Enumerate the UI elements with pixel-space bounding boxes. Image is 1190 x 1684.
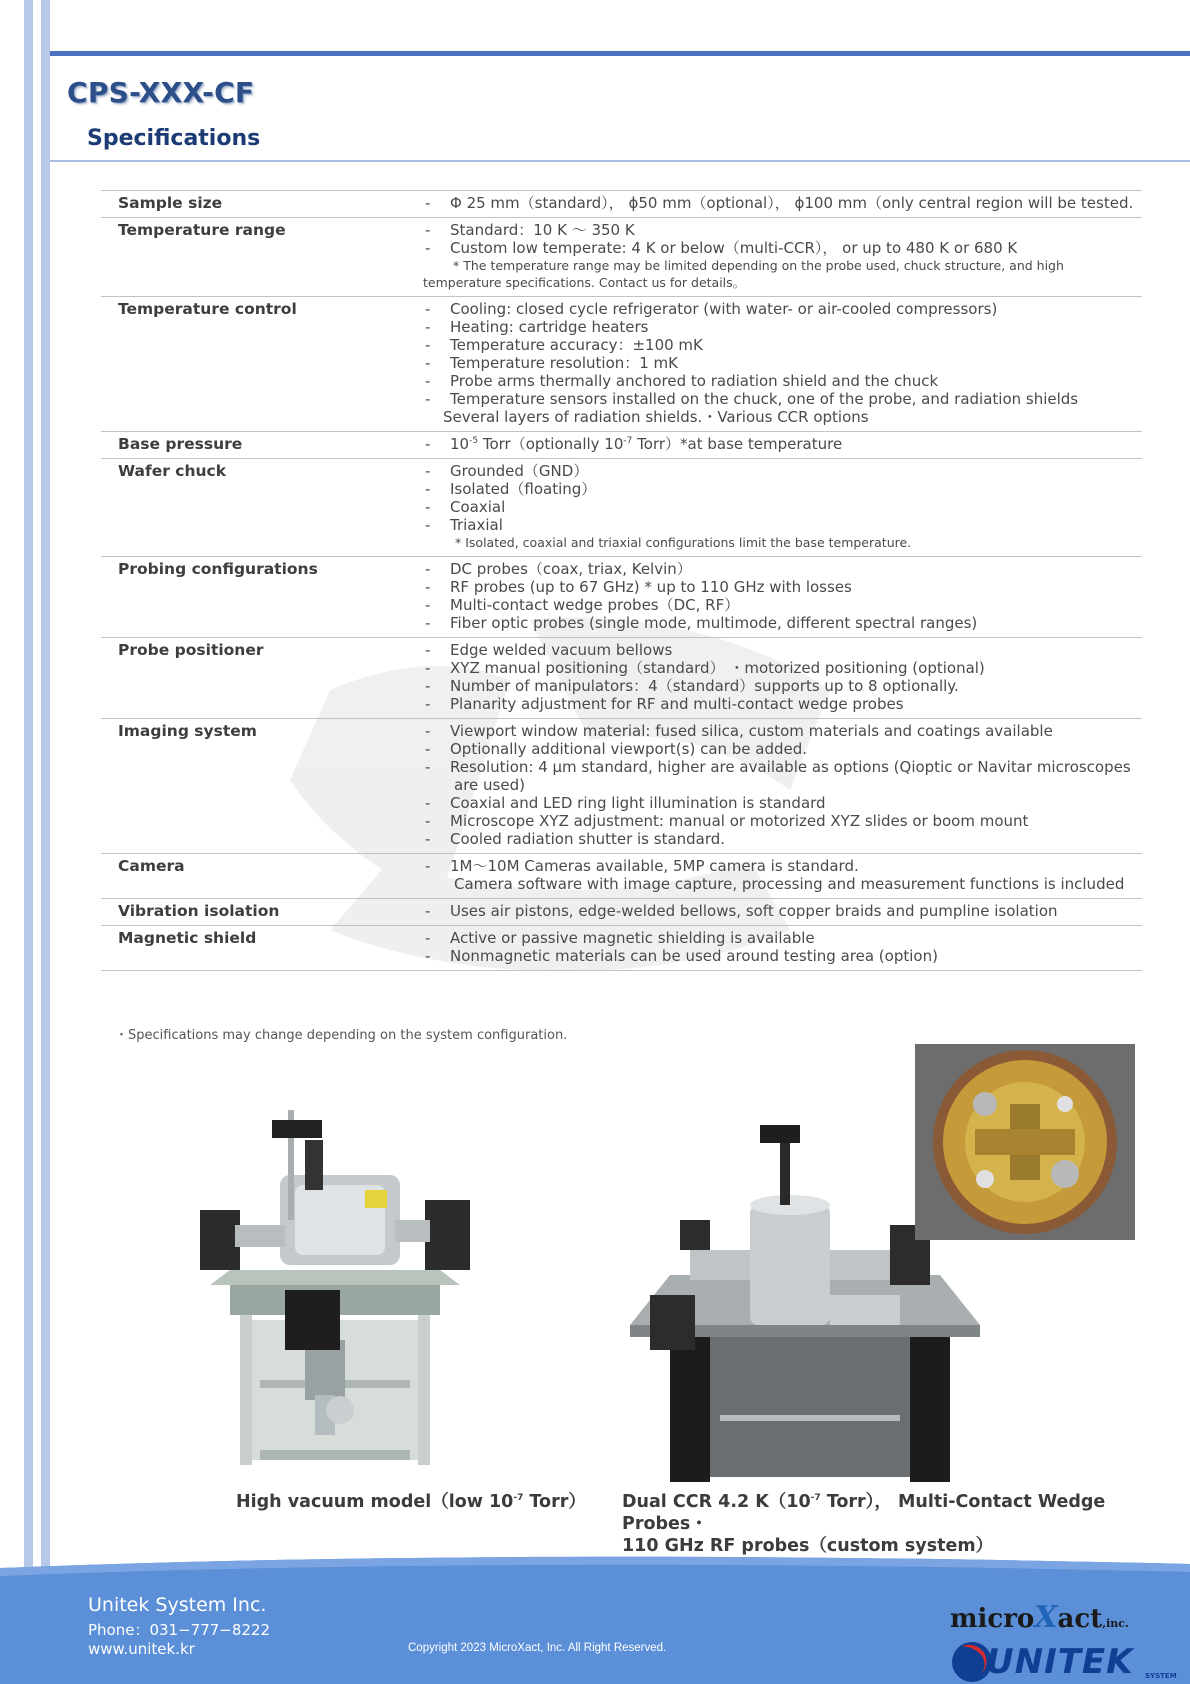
copyright-text: Copyright 2023 MicroXact, Inc. All Right Reserved. xyxy=(408,1642,667,1654)
spec-row-vibration-isolation xyxy=(101,899,1142,926)
spec-row-imaging-system xyxy=(101,719,1142,854)
pressure-base: 10 xyxy=(450,435,470,453)
spec-item: - Standard：10 K ～ 350 K xyxy=(423,221,1142,239)
spec-label: Camera xyxy=(118,857,185,875)
caption-text: 110 GHz RF probes（custom system） xyxy=(622,1536,994,1556)
caption-text: Dual CCR 4.2 K（10 xyxy=(622,1492,811,1512)
spec-item: - Triaxial xyxy=(423,516,1142,534)
spec-item: - 1M～10M Cameras available, 5MP camera is standard. xyxy=(423,857,1142,875)
section-rule xyxy=(50,160,1190,162)
spec-value xyxy=(423,297,1142,432)
logo-text: UNITEK xyxy=(986,1642,1134,1682)
spec-item: - Resolution: 4 μm standard, higher are available as options (Qioptic or Navitar microscopes xyxy=(423,758,1142,776)
spec-label: Base pressure xyxy=(118,435,243,453)
spec-label: Probe positioner xyxy=(118,641,264,659)
spec-row-probing-configurations xyxy=(101,557,1142,638)
logo-x: X xyxy=(1034,1600,1058,1635)
spec-label: Wafer chuck xyxy=(118,462,227,480)
spec-item: - Isolated（floating） xyxy=(423,480,1142,498)
header-rule xyxy=(50,51,1190,56)
spec-item xyxy=(423,435,1142,453)
left-stripe-1 xyxy=(24,0,33,1684)
spec-item: - Coaxial and LED ring light illumination is standard xyxy=(423,794,1142,812)
spec-label: Temperature control xyxy=(118,300,297,318)
caption-exponent: -7 xyxy=(513,1493,524,1504)
caption-exponent: -7 xyxy=(810,1493,821,1504)
spec-footnote: ・Specifications may change depending on the system configuration. xyxy=(115,1028,568,1043)
spec-item: - Cooled radiation shutter is standard. xyxy=(423,830,1142,848)
spec-item: - Uses air pistons, edge-welded bellows, soft copper braids and pumpline isolation xyxy=(423,902,1142,920)
spec-item: - Active or passive magnetic shielding is available xyxy=(423,929,1142,947)
spec-item: - Grounded（GND） xyxy=(423,462,1142,480)
spec-item: - Optionally additional viewport(s) can be added. xyxy=(423,740,1142,758)
caption-dual-ccr xyxy=(622,1491,1182,1557)
spec-value xyxy=(423,854,1142,899)
spec-row-magnetic-shield xyxy=(101,926,1142,971)
spec-item: - Number of manipulators：4（standard）supports up to 8 optionally. xyxy=(423,677,1142,695)
pressure-mid: Torr（optionally 10 xyxy=(478,435,624,453)
pressure-exponent: -5 xyxy=(469,436,479,446)
spec-item: - RF probes (up to 67 GHz) * up to 110 GHz with losses xyxy=(423,578,1142,596)
unitek-logo xyxy=(950,1640,1190,1684)
spec-item: - Temperature sensors installed on the chuck, one of the probe, and radiation shields xyxy=(423,390,1142,408)
spec-table xyxy=(101,190,1142,971)
spec-item: - Fiber optic probes (single mode, multimode, different spectral ranges) xyxy=(423,614,1142,632)
caption-text: Torr）， Multi-Contact Wedge Probes・ xyxy=(622,1492,1106,1534)
spec-item: - Planarity adjustment for RF and multi-contact wedge probes xyxy=(423,695,1142,713)
spec-value xyxy=(423,432,1142,459)
spec-item: - Heating: cartridge heaters xyxy=(423,318,1142,336)
spec-item: - Temperature accuracy：±100 mK xyxy=(423,336,1142,354)
chamber-closeup-photo xyxy=(915,1044,1135,1240)
caption-text: High vacuum model（low 10 xyxy=(236,1492,514,1512)
spec-label: Magnetic shield xyxy=(118,929,257,947)
pressure-exponent: -7 xyxy=(623,436,633,446)
spec-item: - DC probes（coax, triax, Kelvin） xyxy=(423,560,1142,578)
spec-note: * The temperature range may be limited depending on the probe used, chuck structure, and high xyxy=(453,258,1064,273)
spec-note: temperature specifications. Contact us for details。 xyxy=(423,275,746,290)
spec-label: Sample size xyxy=(118,194,223,212)
spec-row-camera xyxy=(101,854,1142,899)
company-name: Unitek System Inc. xyxy=(88,1594,267,1616)
spec-value xyxy=(423,191,1142,218)
spec-item: - XYZ manual positioning（standard） ・motorized positioning (optional) xyxy=(423,659,1142,677)
document-title: CPS-XXX-CF xyxy=(67,76,255,109)
spec-item: - Nonmagnetic materials can be used around testing area (option) xyxy=(423,947,1142,965)
spec-row-sample-size xyxy=(101,191,1142,218)
spec-value xyxy=(423,218,1142,297)
caption-high-vacuum xyxy=(236,1488,586,1513)
pressure-post: Torr）*at base temperature xyxy=(632,435,843,453)
spec-row-wafer-chuck xyxy=(101,459,1142,557)
spec-wrap: are used) xyxy=(454,776,525,794)
logo-sub: SYSTEM xyxy=(1145,1672,1177,1680)
spec-label: Imaging system xyxy=(118,722,257,740)
spec-continuation: Several layers of radiation shields.・Various CCR options xyxy=(443,408,869,426)
spec-value xyxy=(423,926,1142,971)
spec-continuation: Camera software with image capture, processing and measurement functions is included xyxy=(454,875,1125,893)
spec-value xyxy=(423,557,1142,638)
company-phone: Phone：031−777−8222 xyxy=(88,1621,271,1639)
left-stripe-2 xyxy=(41,0,50,1684)
spec-item: - Custom low temperate: 4 K or below（multi-CCR）， or up to 480 K or 680 K xyxy=(423,239,1142,257)
spec-row-probe-positioner xyxy=(101,638,1142,719)
spec-value xyxy=(423,899,1142,926)
spec-item: - Φ 25 mm（standard）， ϕ50 mm（optional）， ϕ100 mm（only central region will be tested. xyxy=(423,194,1142,212)
spec-value xyxy=(423,638,1142,719)
spec-row-temperature-control xyxy=(101,297,1142,432)
spec-row-temperature-range xyxy=(101,218,1142,297)
spec-note: * Isolated, coaxial and triaxial configurations limit the base temperature. xyxy=(455,535,912,550)
spec-item: - Cooling: closed cycle refrigerator (with water- or air-cooled compressors) xyxy=(423,300,1142,318)
spec-value xyxy=(423,719,1142,854)
spec-item: - Viewport window material: fused silica, custom materials and coatings available xyxy=(423,722,1142,740)
microxact-logo xyxy=(950,1600,1180,1640)
spec-item: - Microscope XYZ adjustment: manual or motorized XYZ slides or boom mount xyxy=(423,812,1142,830)
logo-text: micro xyxy=(950,1604,1035,1634)
spec-item: - Multi-contact wedge probes（DC, RF） xyxy=(423,596,1142,614)
company-website[interactable]: www.unitek.kr xyxy=(88,1640,195,1658)
spec-value xyxy=(423,459,1142,557)
spec-item: - Temperature resolution：1 mK xyxy=(423,354,1142,372)
section-title: Specifications xyxy=(87,126,261,151)
caption-text: Torr） xyxy=(523,1492,586,1512)
high-vacuum-station-photo xyxy=(190,1100,500,1480)
spec-item: - Probe arms thermally anchored to radiation shield and the chuck xyxy=(423,372,1142,390)
spec-item: - Edge welded vacuum bellows xyxy=(423,641,1142,659)
logo-text: act xyxy=(1057,1604,1103,1634)
spec-item: - Coaxial xyxy=(423,498,1142,516)
logo-inc: ,inc. xyxy=(1102,1617,1129,1630)
spec-label: Vibration isolation xyxy=(118,902,280,920)
spec-row-base-pressure xyxy=(101,432,1142,459)
spec-label: Probing configurations xyxy=(118,560,318,578)
spec-label: Temperature range xyxy=(118,221,286,239)
